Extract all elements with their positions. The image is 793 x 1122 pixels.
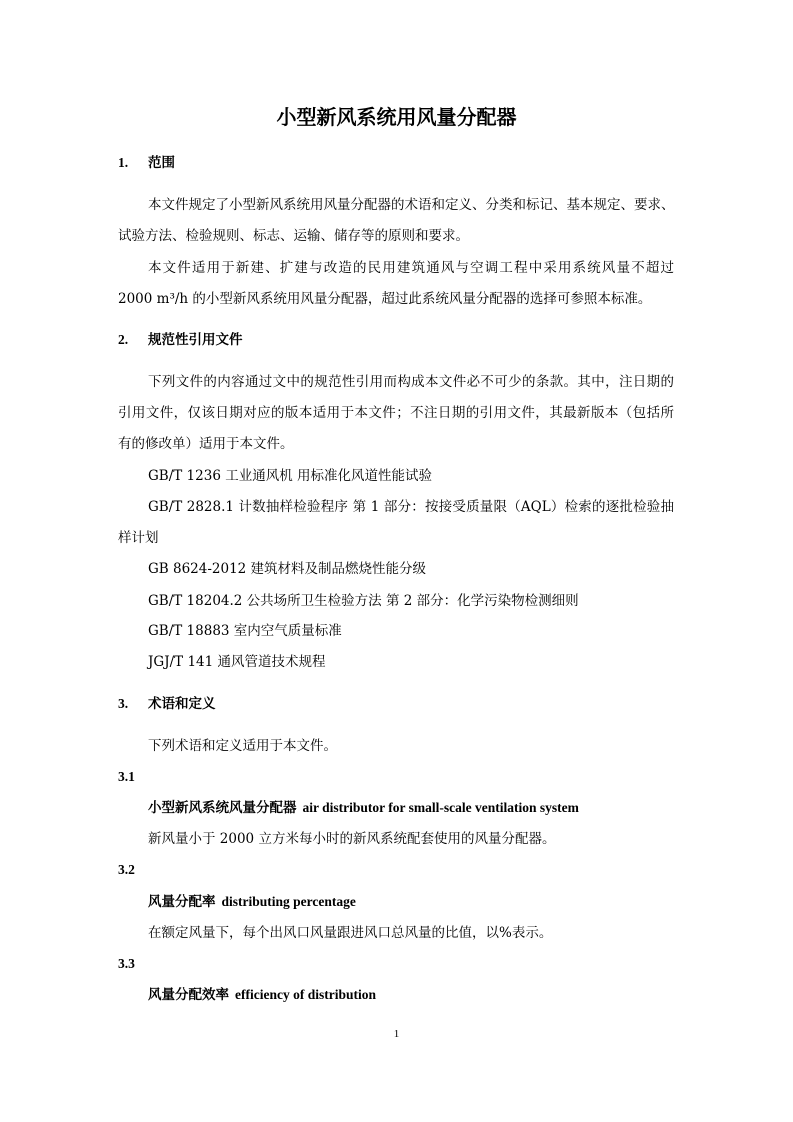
reference-item: GB/T 2828.1 计数抽样检验程序 第 1 部分：按接受质量限（AQL）检索的逐批检验抽 — [148, 499, 674, 515]
section-number: 2. — [118, 332, 129, 347]
term-definition: 新风量小于 2000 立方米每小时的新风系统配套使用的风量分配器。 — [148, 831, 556, 847]
reference-item-continued: 样计划 — [118, 530, 159, 546]
term-definition: 在额定风量下，每个出风口风量跟进风口总风量的比值，以%表示。 — [148, 925, 553, 941]
section-number: 1. — [118, 155, 129, 170]
section-title: 规范性引用文件 — [148, 332, 243, 348]
term-entry — [148, 892, 356, 912]
reference-item: GB 8624-2012 建筑材料及制品燃烧性能分级 — [148, 561, 427, 577]
reference-item: GB/T 1236 工业通风机 用标准化风道性能试验 — [148, 468, 432, 484]
section-heading-terms — [118, 694, 216, 714]
reference-item: GB/T 18883 室内空气质量标准 — [148, 623, 342, 639]
term-english: air distributor for small-scale ventilation system — [302, 800, 579, 815]
term-number: 3.2 — [118, 862, 135, 877]
page-number: 1 — [393, 1028, 400, 1040]
document-title: 小型新风系统用风量分配器 — [276, 105, 517, 129]
term-chinese: 小型新风系统风量分配器 — [148, 800, 297, 816]
reference-item: JGJ/T 141 通风管道技术规程 — [148, 654, 326, 670]
paragraph-line: 引用文件，仅该日期对应的版本适用于本文件；不注日期的引用文件，其最新版本（包括所 — [118, 405, 674, 421]
section-heading-normative-references — [118, 330, 243, 350]
section-number: 3. — [118, 696, 129, 711]
paragraph-line: 下列术语和定义适用于本文件。 — [148, 738, 337, 754]
section-title: 术语和定义 — [148, 696, 216, 712]
paragraph-line: 有的修改单）适用于本文件。 — [118, 436, 294, 452]
term-entry — [148, 985, 376, 1005]
paragraph-line: 本文件规定了小型新风系统用风量分配器的术语和定义、分类和标记、基本规定、要求、 — [148, 197, 675, 213]
term-number: 3.1 — [118, 769, 135, 784]
term-number: 3.3 — [118, 956, 135, 971]
paragraph-line: 本文件适用于新建、扩建与改造的民用建筑通风与空调工程中采用系统风量不超过 — [148, 260, 674, 276]
paragraph-line: 下列文件的内容通过文中的规范性引用而构成本文件必不可少的条款。其中，注日期的 — [148, 374, 674, 390]
term-entry — [148, 798, 579, 818]
reference-item: GB/T 18204.2 公共场所卫生检验方法 第 2 部分：化学污染物检测细则 — [148, 593, 579, 609]
section-title: 范围 — [148, 155, 175, 171]
term-english: efficiency of distribution — [235, 987, 376, 1002]
paragraph-line: 试验方法、检验规则、标志、运输、储存等的原则和要求。 — [118, 228, 469, 244]
term-chinese: 风量分配效率 — [148, 987, 229, 1003]
paragraph-line: 2000 m³/h 的小型新风系统用风量分配器，超过此系统风量分配器的选择可参照本标准。 — [118, 291, 652, 307]
section-heading-scope — [118, 153, 175, 173]
term-english: distributing percentage — [221, 894, 356, 909]
term-chinese: 风量分配率 — [148, 894, 216, 910]
